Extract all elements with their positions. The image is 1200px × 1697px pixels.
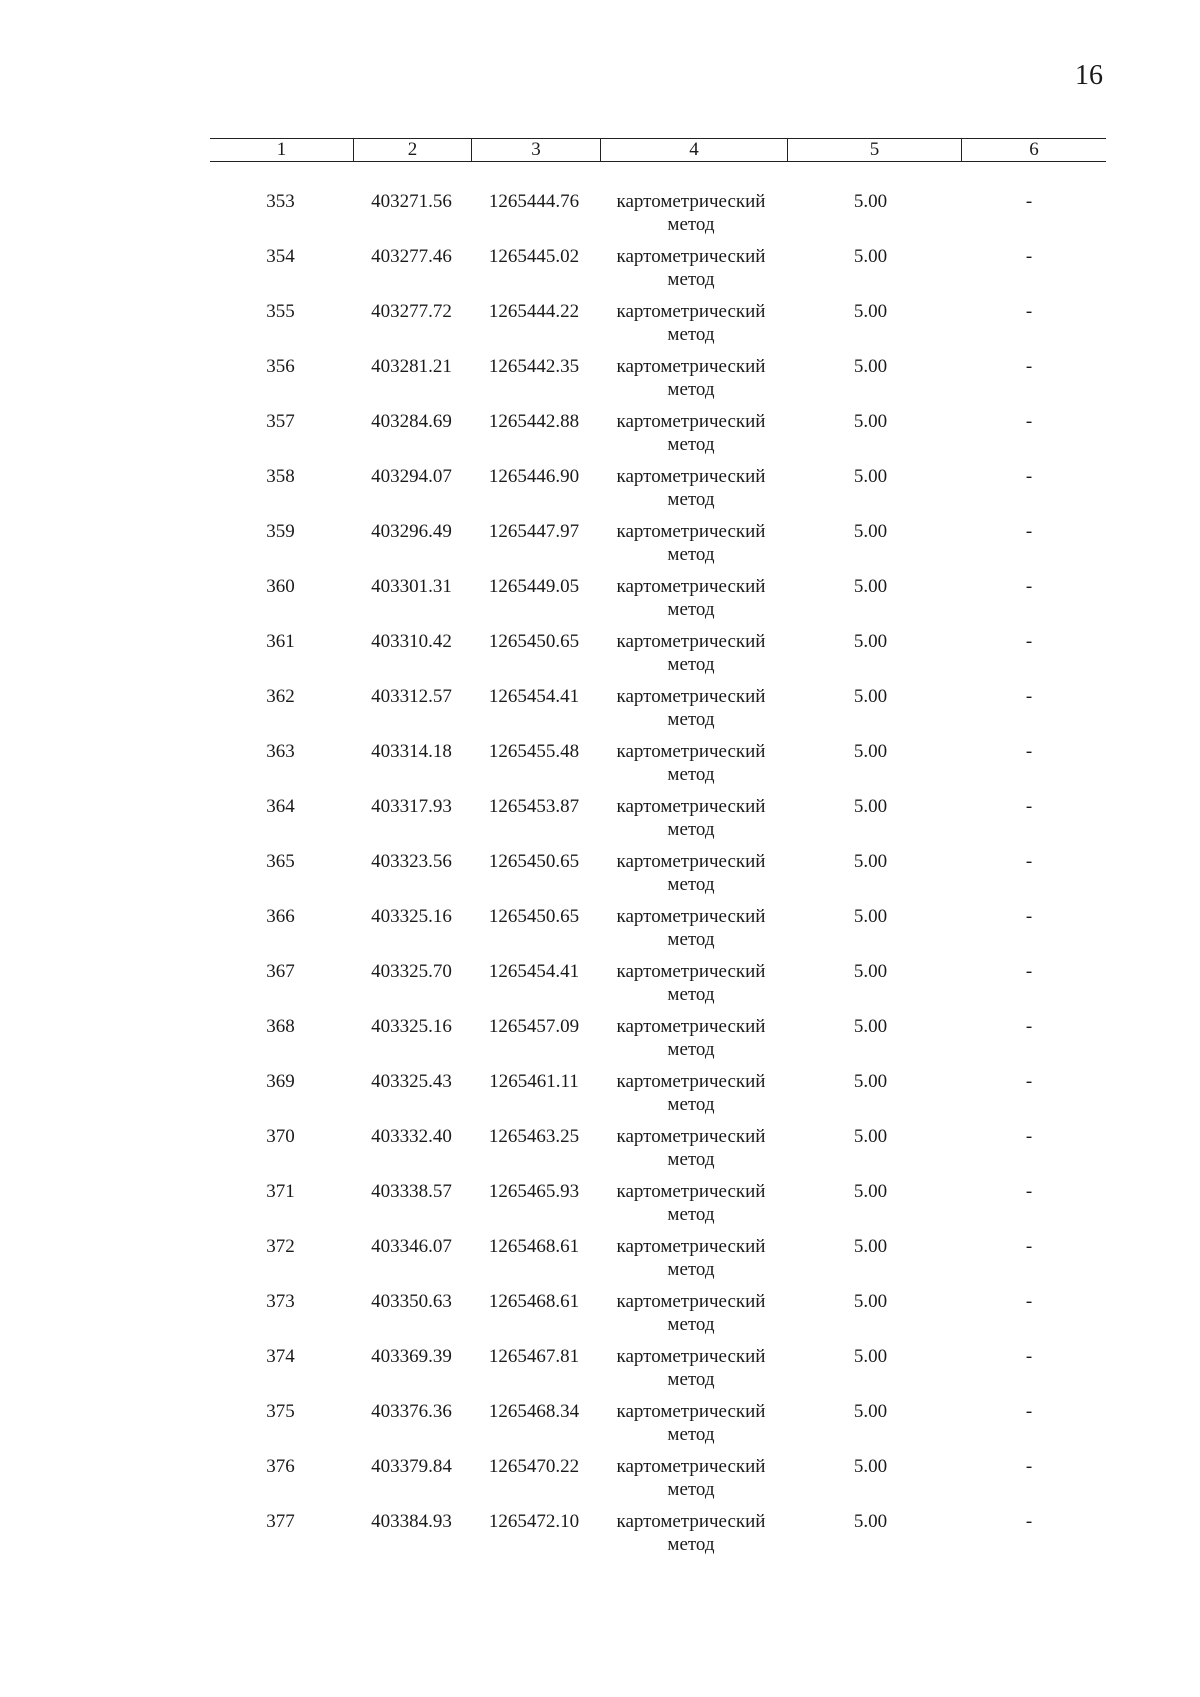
coordinate-y: 1265444.22 bbox=[488, 301, 580, 322]
method-line-2: метод bbox=[667, 654, 715, 675]
accuracy-value: 5.00 bbox=[853, 1346, 888, 1367]
accuracy-value: 5.00 bbox=[853, 1181, 888, 1202]
coordinate-y: 1265454.41 bbox=[488, 686, 580, 707]
method-line-1: картометрический bbox=[616, 1126, 766, 1147]
method-cell bbox=[598, 850, 784, 905]
coordinate-x: 403379.84 bbox=[371, 1456, 452, 1477]
method-line-1: картометрический bbox=[616, 356, 766, 377]
coordinate-x: 403369.39 bbox=[371, 1346, 452, 1367]
method-line-2: метод bbox=[667, 1039, 715, 1060]
method-cell bbox=[598, 1400, 784, 1455]
method-line-2: метод bbox=[667, 764, 715, 785]
note-value: - bbox=[1025, 1126, 1033, 1147]
note-value: - bbox=[1025, 191, 1033, 212]
table-row bbox=[210, 1070, 1101, 1125]
coordinate-y: 1265468.34 bbox=[488, 1401, 580, 1422]
note-value: - bbox=[1025, 686, 1033, 707]
accuracy-value: 5.00 bbox=[853, 301, 888, 322]
coordinate-x: 403271.56 bbox=[371, 191, 452, 212]
method-line-2: метод bbox=[667, 1314, 715, 1335]
method-line-1: картометрический bbox=[616, 1181, 766, 1202]
accuracy-value: 5.00 bbox=[853, 246, 888, 267]
point-number: 360 bbox=[266, 576, 295, 597]
point-number: 376 bbox=[266, 1456, 295, 1477]
method-cell bbox=[598, 1070, 784, 1125]
point-number: 371 bbox=[266, 1181, 295, 1202]
table-row bbox=[210, 300, 1101, 355]
accuracy-value: 5.00 bbox=[853, 521, 888, 542]
note-value: - bbox=[1025, 1181, 1033, 1202]
method-line-1: картометрический bbox=[616, 411, 766, 432]
coordinates-table-body bbox=[210, 190, 1101, 1565]
column-header-row bbox=[210, 139, 1106, 162]
point-number: 368 bbox=[266, 1016, 295, 1037]
method-line-1: картометрический bbox=[616, 851, 766, 872]
page-number: 16 bbox=[1075, 60, 1103, 91]
note-value: - bbox=[1025, 1071, 1033, 1092]
accuracy-value: 5.00 bbox=[853, 1456, 888, 1477]
method-line-2: метод bbox=[667, 1534, 715, 1555]
coordinate-x: 403312.57 bbox=[371, 686, 452, 707]
table-row bbox=[210, 1455, 1101, 1510]
method-cell bbox=[598, 1510, 784, 1565]
note-value: - bbox=[1025, 1456, 1033, 1477]
note-value: - bbox=[1025, 356, 1033, 377]
method-cell bbox=[598, 575, 784, 630]
table-row bbox=[210, 1290, 1101, 1345]
coordinate-x: 403384.93 bbox=[371, 1511, 452, 1532]
coordinate-x: 403284.69 bbox=[371, 411, 452, 432]
table-row bbox=[210, 630, 1101, 685]
accuracy-value: 5.00 bbox=[853, 906, 888, 927]
method-line-1: картометрический bbox=[616, 1401, 766, 1422]
method-line-2: метод bbox=[667, 434, 715, 455]
method-line-2: метод bbox=[667, 214, 715, 235]
coordinate-y: 1265446.90 bbox=[488, 466, 580, 487]
note-value: - bbox=[1025, 521, 1033, 542]
method-line-2: метод bbox=[667, 984, 715, 1005]
accuracy-value: 5.00 bbox=[853, 1511, 888, 1532]
note-value: - bbox=[1025, 576, 1033, 597]
method-cell bbox=[598, 1345, 784, 1400]
table-row bbox=[210, 1345, 1101, 1400]
note-value: - bbox=[1025, 1291, 1033, 1312]
table-row bbox=[210, 795, 1101, 850]
point-number: 365 bbox=[266, 851, 295, 872]
method-cell bbox=[598, 630, 784, 685]
coordinate-x: 403325.43 bbox=[371, 1071, 452, 1092]
column-header-4: 4 bbox=[601, 139, 788, 162]
table-row bbox=[210, 190, 1101, 245]
method-line-2: метод bbox=[667, 379, 715, 400]
method-line-2: метод bbox=[667, 709, 715, 730]
coordinate-x: 403310.42 bbox=[371, 631, 452, 652]
coordinate-x: 403281.21 bbox=[371, 356, 452, 377]
column-header-2: 2 bbox=[354, 139, 472, 162]
table-row bbox=[210, 1400, 1101, 1455]
table-row bbox=[210, 410, 1101, 465]
coordinate-x: 403350.63 bbox=[371, 1291, 452, 1312]
coordinate-x: 403323.56 bbox=[371, 851, 452, 872]
method-line-1: картометрический bbox=[616, 1071, 766, 1092]
note-value: - bbox=[1025, 1346, 1033, 1367]
point-number: 366 bbox=[266, 906, 295, 927]
coordinate-x: 403296.49 bbox=[371, 521, 452, 542]
note-value: - bbox=[1025, 631, 1033, 652]
coordinate-y: 1265468.61 bbox=[488, 1236, 580, 1257]
coordinate-y: 1265453.87 bbox=[488, 796, 580, 817]
accuracy-value: 5.00 bbox=[853, 411, 888, 432]
accuracy-value: 5.00 bbox=[853, 1236, 888, 1257]
note-value: - bbox=[1025, 906, 1033, 927]
accuracy-value: 5.00 bbox=[853, 191, 888, 212]
point-number: 374 bbox=[266, 1346, 295, 1367]
method-cell bbox=[598, 1180, 784, 1235]
coordinate-y: 1265450.65 bbox=[488, 906, 580, 927]
method-line-1: картометрический bbox=[616, 1291, 766, 1312]
coordinate-y: 1265457.09 bbox=[488, 1016, 580, 1037]
column-header-table bbox=[210, 138, 1106, 162]
coordinate-x: 403277.72 bbox=[371, 301, 452, 322]
accuracy-value: 5.00 bbox=[853, 356, 888, 377]
column-header-6: 6 bbox=[962, 139, 1107, 162]
accuracy-value: 5.00 bbox=[853, 741, 888, 762]
table-row bbox=[210, 575, 1101, 630]
method-line-1: картометрический bbox=[616, 191, 766, 212]
table-row bbox=[210, 850, 1101, 905]
point-number: 362 bbox=[266, 686, 295, 707]
table-row bbox=[210, 465, 1101, 520]
method-cell bbox=[598, 190, 784, 245]
method-line-1: картометрический bbox=[616, 246, 766, 267]
method-line-1: картометрический bbox=[616, 1236, 766, 1257]
point-number: 377 bbox=[266, 1511, 295, 1532]
point-number: 358 bbox=[266, 466, 295, 487]
method-cell bbox=[598, 1125, 784, 1180]
coordinate-x: 403325.16 bbox=[371, 906, 452, 927]
accuracy-value: 5.00 bbox=[853, 796, 888, 817]
accuracy-value: 5.00 bbox=[853, 961, 888, 982]
coordinate-x: 403338.57 bbox=[371, 1181, 452, 1202]
method-cell bbox=[598, 1290, 784, 1345]
method-line-2: метод bbox=[667, 1204, 715, 1225]
note-value: - bbox=[1025, 246, 1033, 267]
coordinate-y: 1265447.97 bbox=[488, 521, 580, 542]
point-number: 363 bbox=[266, 741, 295, 762]
point-number: 372 bbox=[266, 1236, 295, 1257]
method-line-2: метод bbox=[667, 1369, 715, 1390]
table-row bbox=[210, 1015, 1101, 1070]
coordinate-x: 403332.40 bbox=[371, 1126, 452, 1147]
method-line-1: картометрический bbox=[616, 576, 766, 597]
method-cell bbox=[598, 465, 784, 520]
coordinate-y: 1265442.88 bbox=[488, 411, 580, 432]
method-line-2: метод bbox=[667, 1424, 715, 1445]
method-cell bbox=[598, 1015, 784, 1070]
table-row bbox=[210, 1180, 1101, 1235]
method-cell bbox=[598, 905, 784, 960]
point-number: 355 bbox=[266, 301, 295, 322]
coordinate-y: 1265468.61 bbox=[488, 1291, 580, 1312]
accuracy-value: 5.00 bbox=[853, 1291, 888, 1312]
method-line-1: картометрический bbox=[616, 741, 766, 762]
accuracy-value: 5.00 bbox=[853, 851, 888, 872]
point-number: 375 bbox=[266, 1401, 295, 1422]
point-number: 354 bbox=[266, 246, 295, 267]
method-line-2: метод bbox=[667, 544, 715, 565]
method-line-1: картометрический bbox=[616, 1346, 766, 1367]
accuracy-value: 5.00 bbox=[853, 686, 888, 707]
method-cell bbox=[598, 740, 784, 795]
method-cell bbox=[598, 960, 784, 1015]
coordinate-y: 1265463.25 bbox=[488, 1126, 580, 1147]
table-row bbox=[210, 245, 1101, 300]
method-line-2: метод bbox=[667, 929, 715, 950]
table-row bbox=[210, 905, 1101, 960]
note-value: - bbox=[1025, 301, 1033, 322]
table-row bbox=[210, 1510, 1101, 1565]
coordinate-x: 403325.70 bbox=[371, 961, 452, 982]
coordinate-x: 403317.93 bbox=[371, 796, 452, 817]
coordinate-y: 1265454.41 bbox=[488, 961, 580, 982]
point-number: 356 bbox=[266, 356, 295, 377]
method-line-1: картометрический bbox=[616, 631, 766, 652]
point-number: 353 bbox=[266, 191, 295, 212]
coordinate-y: 1265470.22 bbox=[488, 1456, 580, 1477]
note-value: - bbox=[1025, 1236, 1033, 1257]
coordinate-y: 1265461.11 bbox=[489, 1071, 579, 1092]
table-row bbox=[210, 355, 1101, 410]
coordinate-y: 1265472.10 bbox=[488, 1511, 580, 1532]
method-cell bbox=[598, 795, 784, 850]
coordinate-y: 1265442.35 bbox=[488, 356, 580, 377]
coordinate-y: 1265450.65 bbox=[488, 631, 580, 652]
column-header-1: 1 bbox=[210, 139, 354, 162]
coordinate-x: 403314.18 bbox=[371, 741, 452, 762]
note-value: - bbox=[1025, 741, 1033, 762]
method-line-2: метод bbox=[667, 1094, 715, 1115]
coordinate-y: 1265455.48 bbox=[488, 741, 580, 762]
accuracy-value: 5.00 bbox=[853, 1401, 888, 1422]
accuracy-value: 5.00 bbox=[853, 576, 888, 597]
note-value: - bbox=[1025, 1401, 1033, 1422]
accuracy-value: 5.00 bbox=[853, 466, 888, 487]
method-line-1: картометрический bbox=[616, 686, 766, 707]
coordinate-x: 403376.36 bbox=[371, 1401, 452, 1422]
coordinate-x: 403346.07 bbox=[371, 1236, 452, 1257]
method-line-2: метод bbox=[667, 599, 715, 620]
method-line-2: метод bbox=[667, 874, 715, 895]
note-value: - bbox=[1025, 1511, 1033, 1532]
column-header-3: 3 bbox=[472, 139, 601, 162]
note-value: - bbox=[1025, 796, 1033, 817]
method-line-1: картометрический bbox=[616, 1016, 766, 1037]
method-line-2: метод bbox=[667, 819, 715, 840]
column-header-5: 5 bbox=[788, 139, 962, 162]
method-line-1: картометрический bbox=[616, 1456, 766, 1477]
table-row bbox=[210, 960, 1101, 1015]
point-number: 359 bbox=[266, 521, 295, 542]
method-cell bbox=[598, 685, 784, 740]
note-value: - bbox=[1025, 466, 1033, 487]
method-cell bbox=[598, 1455, 784, 1510]
accuracy-value: 5.00 bbox=[853, 1016, 888, 1037]
table-row bbox=[210, 685, 1101, 740]
point-number: 361 bbox=[266, 631, 295, 652]
point-number: 369 bbox=[266, 1071, 295, 1092]
coordinate-y: 1265465.93 bbox=[488, 1181, 580, 1202]
coordinate-x: 403294.07 bbox=[371, 466, 452, 487]
accuracy-value: 5.00 bbox=[853, 1126, 888, 1147]
method-line-2: метод bbox=[667, 1149, 715, 1170]
coordinate-y: 1265467.81 bbox=[488, 1346, 580, 1367]
method-cell bbox=[598, 520, 784, 575]
coordinate-y: 1265449.05 bbox=[488, 576, 580, 597]
table-row bbox=[210, 520, 1101, 575]
table-row bbox=[210, 1125, 1101, 1180]
point-number: 364 bbox=[266, 796, 295, 817]
coordinate-x: 403325.16 bbox=[371, 1016, 452, 1037]
note-value: - bbox=[1025, 1016, 1033, 1037]
method-line-1: картометрический bbox=[616, 961, 766, 982]
method-line-1: картометрический bbox=[616, 466, 766, 487]
method-cell bbox=[598, 245, 784, 300]
point-number: 373 bbox=[266, 1291, 295, 1312]
accuracy-value: 5.00 bbox=[853, 631, 888, 652]
method-line-1: картометрический bbox=[616, 796, 766, 817]
method-cell bbox=[598, 300, 784, 355]
point-number: 370 bbox=[266, 1126, 295, 1147]
coordinate-x: 403277.46 bbox=[371, 246, 452, 267]
point-number: 367 bbox=[266, 961, 295, 982]
table-row bbox=[210, 1235, 1101, 1290]
method-line-2: метод bbox=[667, 489, 715, 510]
note-value: - bbox=[1025, 851, 1033, 872]
method-cell bbox=[598, 355, 784, 410]
method-line-2: метод bbox=[667, 324, 715, 345]
coordinate-y: 1265445.02 bbox=[488, 246, 580, 267]
method-line-2: метод bbox=[667, 1479, 715, 1500]
note-value: - bbox=[1025, 411, 1033, 432]
point-number: 357 bbox=[266, 411, 295, 432]
method-line-1: картометрический bbox=[616, 301, 766, 322]
coordinate-y: 1265444.76 bbox=[488, 191, 580, 212]
accuracy-value: 5.00 bbox=[853, 1071, 888, 1092]
method-line-1: картометрический bbox=[616, 521, 766, 542]
method-line-1: картометрический bbox=[616, 1511, 766, 1532]
coordinate-y: 1265450.65 bbox=[488, 851, 580, 872]
method-line-1: картометрический bbox=[616, 906, 766, 927]
method-cell bbox=[598, 410, 784, 465]
method-line-2: метод bbox=[667, 269, 715, 290]
method-line-2: метод bbox=[667, 1259, 715, 1280]
note-value: - bbox=[1025, 961, 1033, 982]
coordinate-x: 403301.31 bbox=[371, 576, 452, 597]
table-row bbox=[210, 740, 1101, 795]
method-cell bbox=[598, 1235, 784, 1290]
